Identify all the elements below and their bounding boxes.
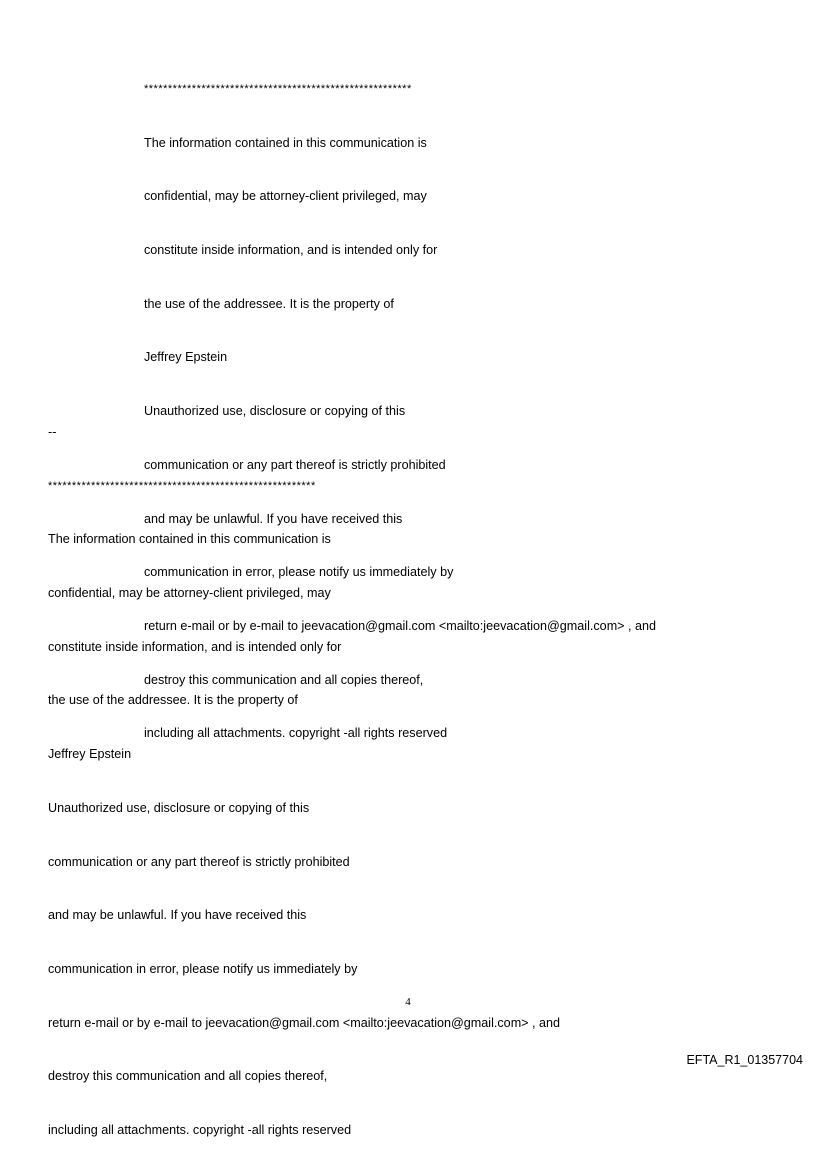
notice-line: Jeffrey Epstein [144, 350, 228, 365]
notice-line: communication in error, please notify us immediately by [48, 962, 358, 976]
notice-line: constitute inside information, and is intended only for [48, 639, 342, 654]
notice-line: constitute inside information, and is intended only for [144, 242, 438, 257]
notice-line: communication in error, please notify us immediately by [144, 565, 454, 580]
notice-line: including all attachments. copyright -all rights reserved [144, 726, 448, 741]
notice-line: destroy this communication and all copies thereof, [48, 1069, 328, 1084]
notice-line: communication or any part thereof is strictly prohibited [48, 854, 350, 869]
notice-line: The information contained in this communication is [144, 135, 427, 150]
notice-line: and may be unlawful. If you have received this [144, 511, 403, 526]
signature-separator: -- [48, 424, 57, 439]
notice-line: the use of the addressee. It is the property of [144, 296, 394, 311]
notice-line: the use of the addressee. It is the property of [48, 693, 298, 708]
notice-line: including all attachments. copyright -all rights reserved [48, 1123, 352, 1138]
notice-line: confidential, may be attorney-client privileged, may [144, 189, 427, 204]
notice-line: Unauthorized use, disclosure or copying of this [144, 404, 406, 419]
document-id: EFTA_R1_01357704 [686, 1053, 803, 1067]
asterisk-divider: ******************************************************** [48, 479, 316, 492]
notice-line: destroy this communication and all copies thereof, [144, 672, 424, 687]
notice-line: confidential, may be attorney-client privileged, may [48, 585, 331, 600]
notice-line: return e-mail or by e-mail to jeevacation@gmail.com <mailto:jeevacation@gmail.com> , and [144, 619, 657, 633]
asterisk-divider: ******************************************************** [144, 82, 412, 95]
notice-line: return e-mail or by e-mail to jeevacation@gmail.com <mailto:jeevacation@gmail.com> , and [48, 1015, 561, 1030]
page-number: 4 [405, 996, 411, 1008]
notice-line: Unauthorized use, disclosure or copying of this [48, 800, 310, 815]
notice-line: communication or any part thereof is strictly prohibited [144, 457, 446, 472]
notice-line: Jeffrey Epstein [48, 747, 132, 762]
notice-line: The information contained in this communication is [48, 532, 331, 547]
confidentiality-notice-2 [48, 388, 560, 1158]
notice-line: and may be unlawful. If you have received this [48, 908, 307, 923]
